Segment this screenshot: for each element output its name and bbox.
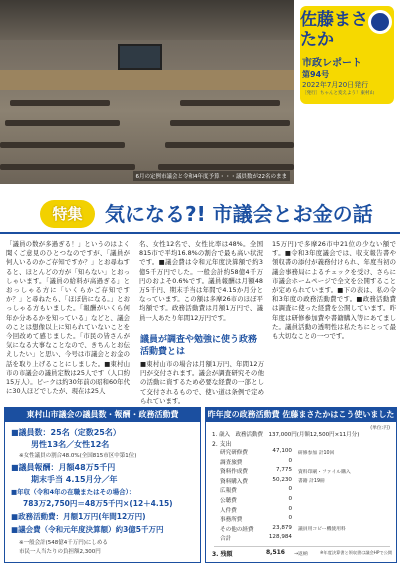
expense-item-name: 研究研修費 xyxy=(220,450,248,456)
masthead-subtitle: 市政レポート xyxy=(302,58,362,69)
photo-caption: 6月の定例市議会と令和4年度予算・・・議員数が22名のまま xyxy=(133,171,291,181)
panel-footer: ※年度決算書と領収書は議会HPで公開 xyxy=(320,550,392,555)
expense-item-note: 資料印刷・ファイル購入 xyxy=(298,469,351,475)
body-column-1: 「議員の数が多過ぎる！」というのはよく聞くご意見のひとつなのですが、「議員が何人いるのかご存知ですか？」とお尋ねすると、ほとんどの方が「知らない」とおっしゃいます。「議員の給料が高過ぎる」とおっしゃる方に「いくらかご存知ですか？」と尋ねたら、「ほぼ倍になる。」とおっしゃる方もいました。「報酬がいくら何年か分あるかを知っている」などと、議会のことは想像以上に知られていないことを今回改めて感じました。「市民の皆さんが気になる大事なことなので、きちんとお伝えしたい」と思い、今号は市議会とお金の話を取り上げることにしました。■東村山市の市議会の議員定数は25人です（人口約15万人）。ピークは約30年前の昭和60年代に30人ほどでしたが、現在は25人 xyxy=(6,240,130,396)
expense-item-name: その他の経費 xyxy=(220,526,254,533)
members-gender: 男性13名／女性12名 xyxy=(31,440,110,449)
salary-line: ■議員報酬：月額48万5千円 xyxy=(11,463,116,472)
council-cost-line: ■議会費（令和元年度決算額）約3億5千万円 xyxy=(11,525,164,534)
activity-fund-line: ■政務活動費：月額1万円(年間12万円) xyxy=(11,512,146,521)
council-facts-panel xyxy=(4,407,201,563)
members-note: ※女性議員の割合48.0%(全国815市区中第1位) xyxy=(19,453,137,459)
headline-rule xyxy=(0,232,400,234)
issue-date: 2022年7月20日発行 xyxy=(302,81,369,89)
activity-fund-title: 昨年度の政務活動費 佐藤まさたかはこう使いました xyxy=(206,408,396,422)
bonus-line: 期末手当 4.15月分／年 xyxy=(31,475,118,484)
expense-item-note: 書籍 計19冊 xyxy=(298,479,325,485)
expense-item-amount: 128,984 xyxy=(268,534,292,541)
subhead-activity-fund: 議員が調査や勉強に使う政務活動費とは xyxy=(140,335,258,357)
feature-tag: 特集 xyxy=(40,200,95,228)
chamber-screen xyxy=(118,44,162,70)
expense-item-name: 公聴費 xyxy=(220,498,237,504)
council-cost-note-2: 市民一人当たりの負担額2,300円 xyxy=(19,549,101,555)
expense-item-note: 研修参加 計10回 xyxy=(298,450,335,456)
wall-wood xyxy=(0,70,294,90)
expense-item-name: 資料購入費 xyxy=(220,478,248,485)
expense-item-name: 合計 xyxy=(220,536,232,543)
balance-note: →返納 xyxy=(294,552,308,557)
expense-item-name: 事務所費 xyxy=(220,517,243,524)
desk-row xyxy=(5,120,120,126)
expense-item-amount: 0 xyxy=(288,505,292,512)
body-column-2: 名、女性12名で、女性比率は48%。全国815市で平均16.8%の割合で最も高い状況です。■議会費は令和元年度決算額で約3億5千万円でした。一般会計約58億4千万円のおよそ0.6%です。議員報酬は月額48万5千円、期末手当は年間で4.15か月分となっています。この額は多摩26市のほぼ平均額です。政務活動費は月額1万円で、議員一人あたり年間12万円です。 xyxy=(139,240,263,322)
desk-row xyxy=(165,142,294,148)
desk-row xyxy=(180,100,280,106)
desk-row xyxy=(170,120,290,126)
balance-separator xyxy=(214,546,390,547)
feature-headline: 気になる?! 市議会とお金の話 xyxy=(105,202,373,226)
balance-amount: 8,516 xyxy=(266,549,285,556)
desk-row xyxy=(0,164,135,170)
expense-item-amount: 7,775 xyxy=(275,467,292,474)
members-line: ■議員数：25名（定数25名） xyxy=(11,428,121,437)
expense-item-amount: 0 xyxy=(288,486,292,493)
unit-label: (単位:円) xyxy=(370,426,390,431)
ceiling xyxy=(0,0,294,40)
expense-item-amount: 50,230 xyxy=(272,476,292,483)
publisher: 〔発行〕ちゃんと変えよう！東村山 xyxy=(302,91,374,96)
annual-formula: 783万2,750円＝48万5千円×(12＋4.15) xyxy=(23,499,173,508)
expense-item-amount: 23,879 xyxy=(272,524,292,531)
expense-item-amount: 0 xyxy=(288,515,292,522)
council-facts-title: 東村山市議会の議員数・報酬・政務活動費 xyxy=(5,408,200,422)
expense-item-name: 広報費 xyxy=(220,488,237,495)
annual-line: ■年収（令和4年の在職またはその場合）： xyxy=(11,488,136,496)
body-column-2b: ■東村山市の場合は月額1万円、年間12万円が交付されます。議会が調査研究その他の活動に資するため必要な経費の一部として交付されるもので、使い道は条例で定められています。 xyxy=(140,360,264,404)
expense-item-amount: 47,100 xyxy=(272,448,292,454)
body-column-3: 15万円)で多摩26市中21位の少ない額です。■令和3年度議会では、収支報告書や領収書の添付が義務付けられ、年度当初の議会事務局によるチェックを受け、さらに市議会ホームページで全文を公開することが定められています。■下の表は、私の令和3年度の政務活動費です。■政務活動費は調査に使った経費を公開しています。昨年度は研修参加費や書籍購入等にあてました。議員活動の透明性は私たちにとって最も大切なことの一つです。 xyxy=(272,240,396,341)
council-chamber-photo xyxy=(0,0,294,184)
mascot-face-icon xyxy=(368,10,392,34)
expense-item-name: 調査旅費 xyxy=(220,459,243,466)
expense-item-name: 資料作成費 xyxy=(220,469,248,476)
expense-item-amount: 0 xyxy=(288,496,292,502)
council-cost-note: ※一般会計(548億4千万円)にしめる xyxy=(19,540,108,546)
expense-item-name: 人件費 xyxy=(220,507,237,514)
expense-item-note: 議員用コピー機使用料 xyxy=(298,527,346,533)
masthead-name: 佐藤まさたか xyxy=(300,10,368,50)
desk-row xyxy=(158,164,294,170)
issue-number: 第94号 xyxy=(302,70,330,79)
income-line: 1. 歳入 政務活動費 137,000円(月額12,500円×11月分) xyxy=(212,432,360,438)
activity-fund-panel xyxy=(205,407,397,563)
expense-item-amount: 0 xyxy=(288,457,292,464)
expense-head: 2. 支出 xyxy=(212,441,232,448)
desk-row xyxy=(10,100,110,106)
balance-label: 3. 残額 xyxy=(212,551,233,558)
desk-row xyxy=(0,142,125,148)
